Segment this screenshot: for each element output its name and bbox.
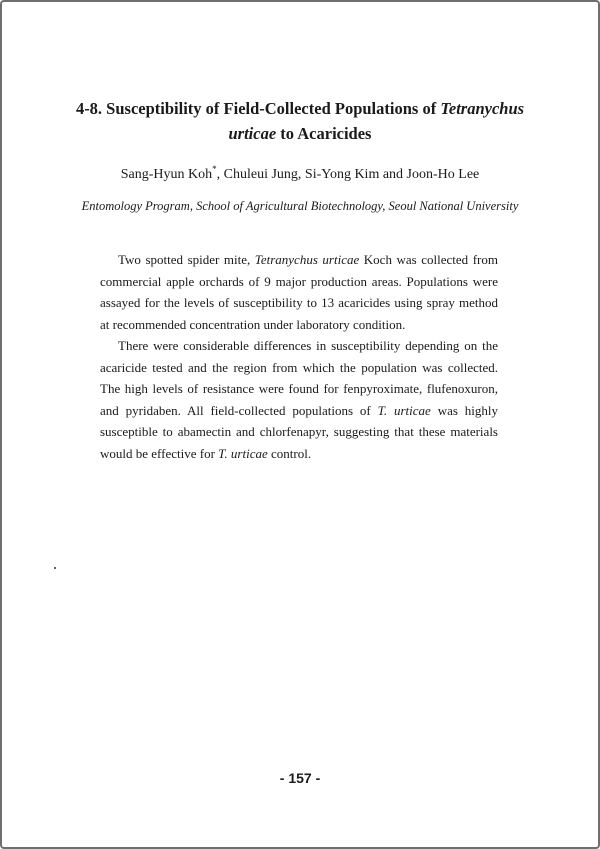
p1-text-b: Koch was collected from commercial apple orchards of 9 major production areas. Populations were assayed for the levels of susceptibility to 13 acaricides using spray method at recommended concentration under laboratory condition. [100, 252, 498, 332]
p2-text-c: control. [267, 445, 312, 461]
title-species: urticae [228, 124, 277, 143]
abstract-body [100, 249, 498, 464]
p1-species: Tetranychus urticae [254, 252, 360, 267]
first-author: Sang-Hyun Koh [120, 167, 213, 182]
paper-title [70, 96, 530, 146]
title-suffix: to Acaricides [276, 124, 372, 143]
abstract-paragraph-2 [100, 335, 498, 464]
title-prefix: 4-8. Susceptibility of Field-Collected Populations of [75, 99, 441, 118]
p2-text-a: There were considerable differences in susceptibility depending on the acaricide tested and the region from which the population was collected. The high levels of resistance were found for fenpyroximate, flufenoxuron, and pyridaben. All field-collected populations of [100, 338, 498, 418]
other-authors: , Chuleui Jung, Si-Yong Kim and Joon-Ho Lee [216, 167, 480, 182]
p2-species-1: T. urticae [377, 402, 431, 418]
page-number: - 157 - [279, 770, 321, 786]
corresponding-author-mark: * [212, 164, 217, 174]
stray-mark [54, 567, 56, 569]
p2-species-2: T. urticae [218, 445, 268, 461]
affiliation: Entomology Program, School of Agricultural Biotechnology, Seoul National University [81, 199, 519, 213]
title-genus: Tetranychus [440, 99, 525, 118]
abstract-paragraph-1 [100, 249, 498, 335]
author-list [0, 160, 600, 184]
p1-text-a: Two spotted spider mite, [118, 252, 255, 267]
p2-text-b: was highly susceptible to abamectin and chlorfenapyr, suggesting that these materials would be effective for [100, 402, 498, 461]
